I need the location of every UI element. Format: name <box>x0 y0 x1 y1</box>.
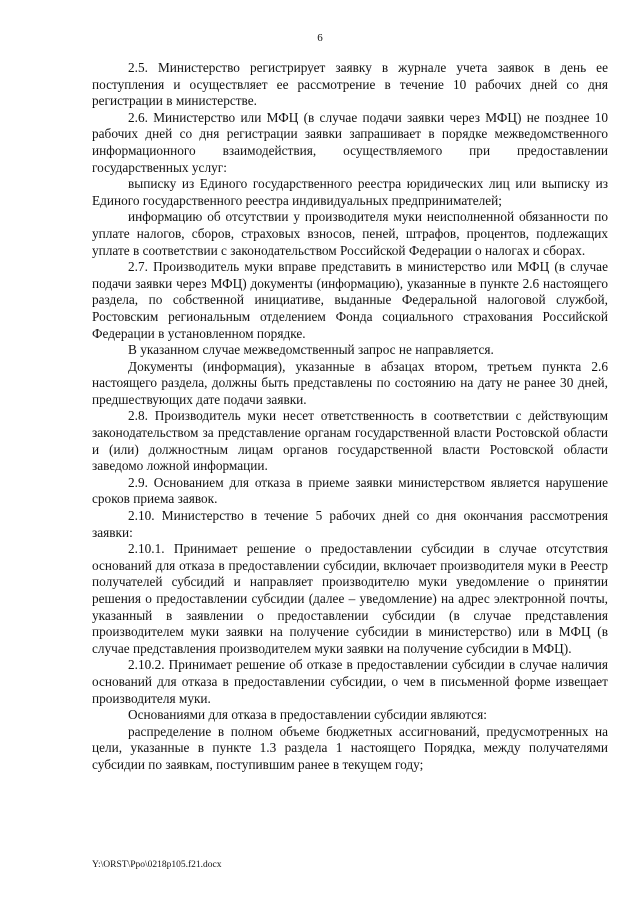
paragraph-2-7: 2.7. Производитель муки вправе представить в министерство или МФЦ (в случае подачи заявки через МФЦ) документы (информацию), указанные в пункте 2.6 настоящего раздела, по собственной инициативе, выданные Федеральной налоговой службой, Ростовским региональным отделением Фонда социального страхования Российской Федерации в установленном порядке. <box>92 259 608 341</box>
paragraph-2-9: 2.9. Основанием для отказа в приеме заявки министерством является нарушение сроков приема заявок. <box>92 474 608 507</box>
paragraph-2-8: 2.8. Производитель муки несет ответственность в соответствии с действующим законодательством за представление органам государственной власти Ростовской области и (или) должностным лицам органов государственной власти Ростовской области заведомо ложной информации. <box>92 408 608 474</box>
paragraph-2-10-1: 2.10.1. Принимает решение о предоставлении субсидии в случае отсутствия оснований для отказа в предоставлении субсидии, включает производителя муки в Реестр получателей субсидий и направляет производителю муки уведомление о принятии решения о предоставлении субсидии (далее – уведомление) на адрес электронной почты, указанный в заявлении о предоставлении субсидии (в случае представления производителем муки заявки на получение субсидии в министерство) или в МФЦ (в случае представления производителем муки заявки на получение субсидии в МФЦ). <box>92 541 608 656</box>
file-path-footer: Y:\ORST\Ppo\0218p105.f21.docx <box>92 860 222 870</box>
paragraph-2-10-2: 2.10.2. Принимает решение об отказе в предоставлении субсидии в случае наличия оснований для отказа в предоставлении субсидии, о чем в письменной форме извещает производителя муки. <box>92 657 608 706</box>
page-number: 6 <box>317 32 323 44</box>
paragraph-no-request: В указанном случае межведомственный запрос не направляется. <box>128 342 494 358</box>
paragraph-2-10: 2.10. Министерство в течение 5 рабочих дней со дня окончания рассмотрения заявки: <box>92 508 608 540</box>
paragraph-2-5: 2.5. Министерство регистрирует заявку в журнале учета заявок в день ее поступления и осуществляет ее рассмотрение в течение 10 рабочих дней со дня регистрации в министерстве. <box>92 60 608 109</box>
paragraph-2-6: 2.6. Министерство или МФЦ (в случае подачи заявки через МФЦ) не позднее 10 рабочих дней со дня регистрации заявки запрашивает в порядке межведомственного информационного взаимодействия, осуществляемого при предоставлении государственных услуг: <box>92 109 608 175</box>
paragraph-tax-info: информацию об отсутствии у производителя муки неисполненной обязанности по уплате налогов, сборов, страховых взносов, пеней, штрафов, процентов, подлежащих уплате в соответствии с законодательством Российской Федерации о налогах и сборах. <box>92 209 608 258</box>
paragraph-refusal-grounds: Основаниями для отказа в предоставлении субсидии являются: <box>128 707 487 723</box>
paragraph-egrul-extract: выписку из Единого государственного реестра юридических лиц или выписку из Единого государственного реестра индивидуальных предпринимателей; <box>92 176 608 208</box>
paragraph-documents-date: Документы (информация), указанные в абзацах втором, третьем пункта 2.6 настоящего раздела, должны быть представлены по состоянию на дату не ранее 30 дней, предшествующих дате подачи заявки. <box>92 358 608 407</box>
paragraph-budget-distribution: распределение в полном объеме бюджетных ассигнований, предусмотренных на цели, указанные в пункте 1.3 раздела 1 настоящего Порядка, между получателями субсидии по заявкам, поступившим ранее в текущем году; <box>92 723 608 772</box>
document-body <box>92 60 608 774</box>
